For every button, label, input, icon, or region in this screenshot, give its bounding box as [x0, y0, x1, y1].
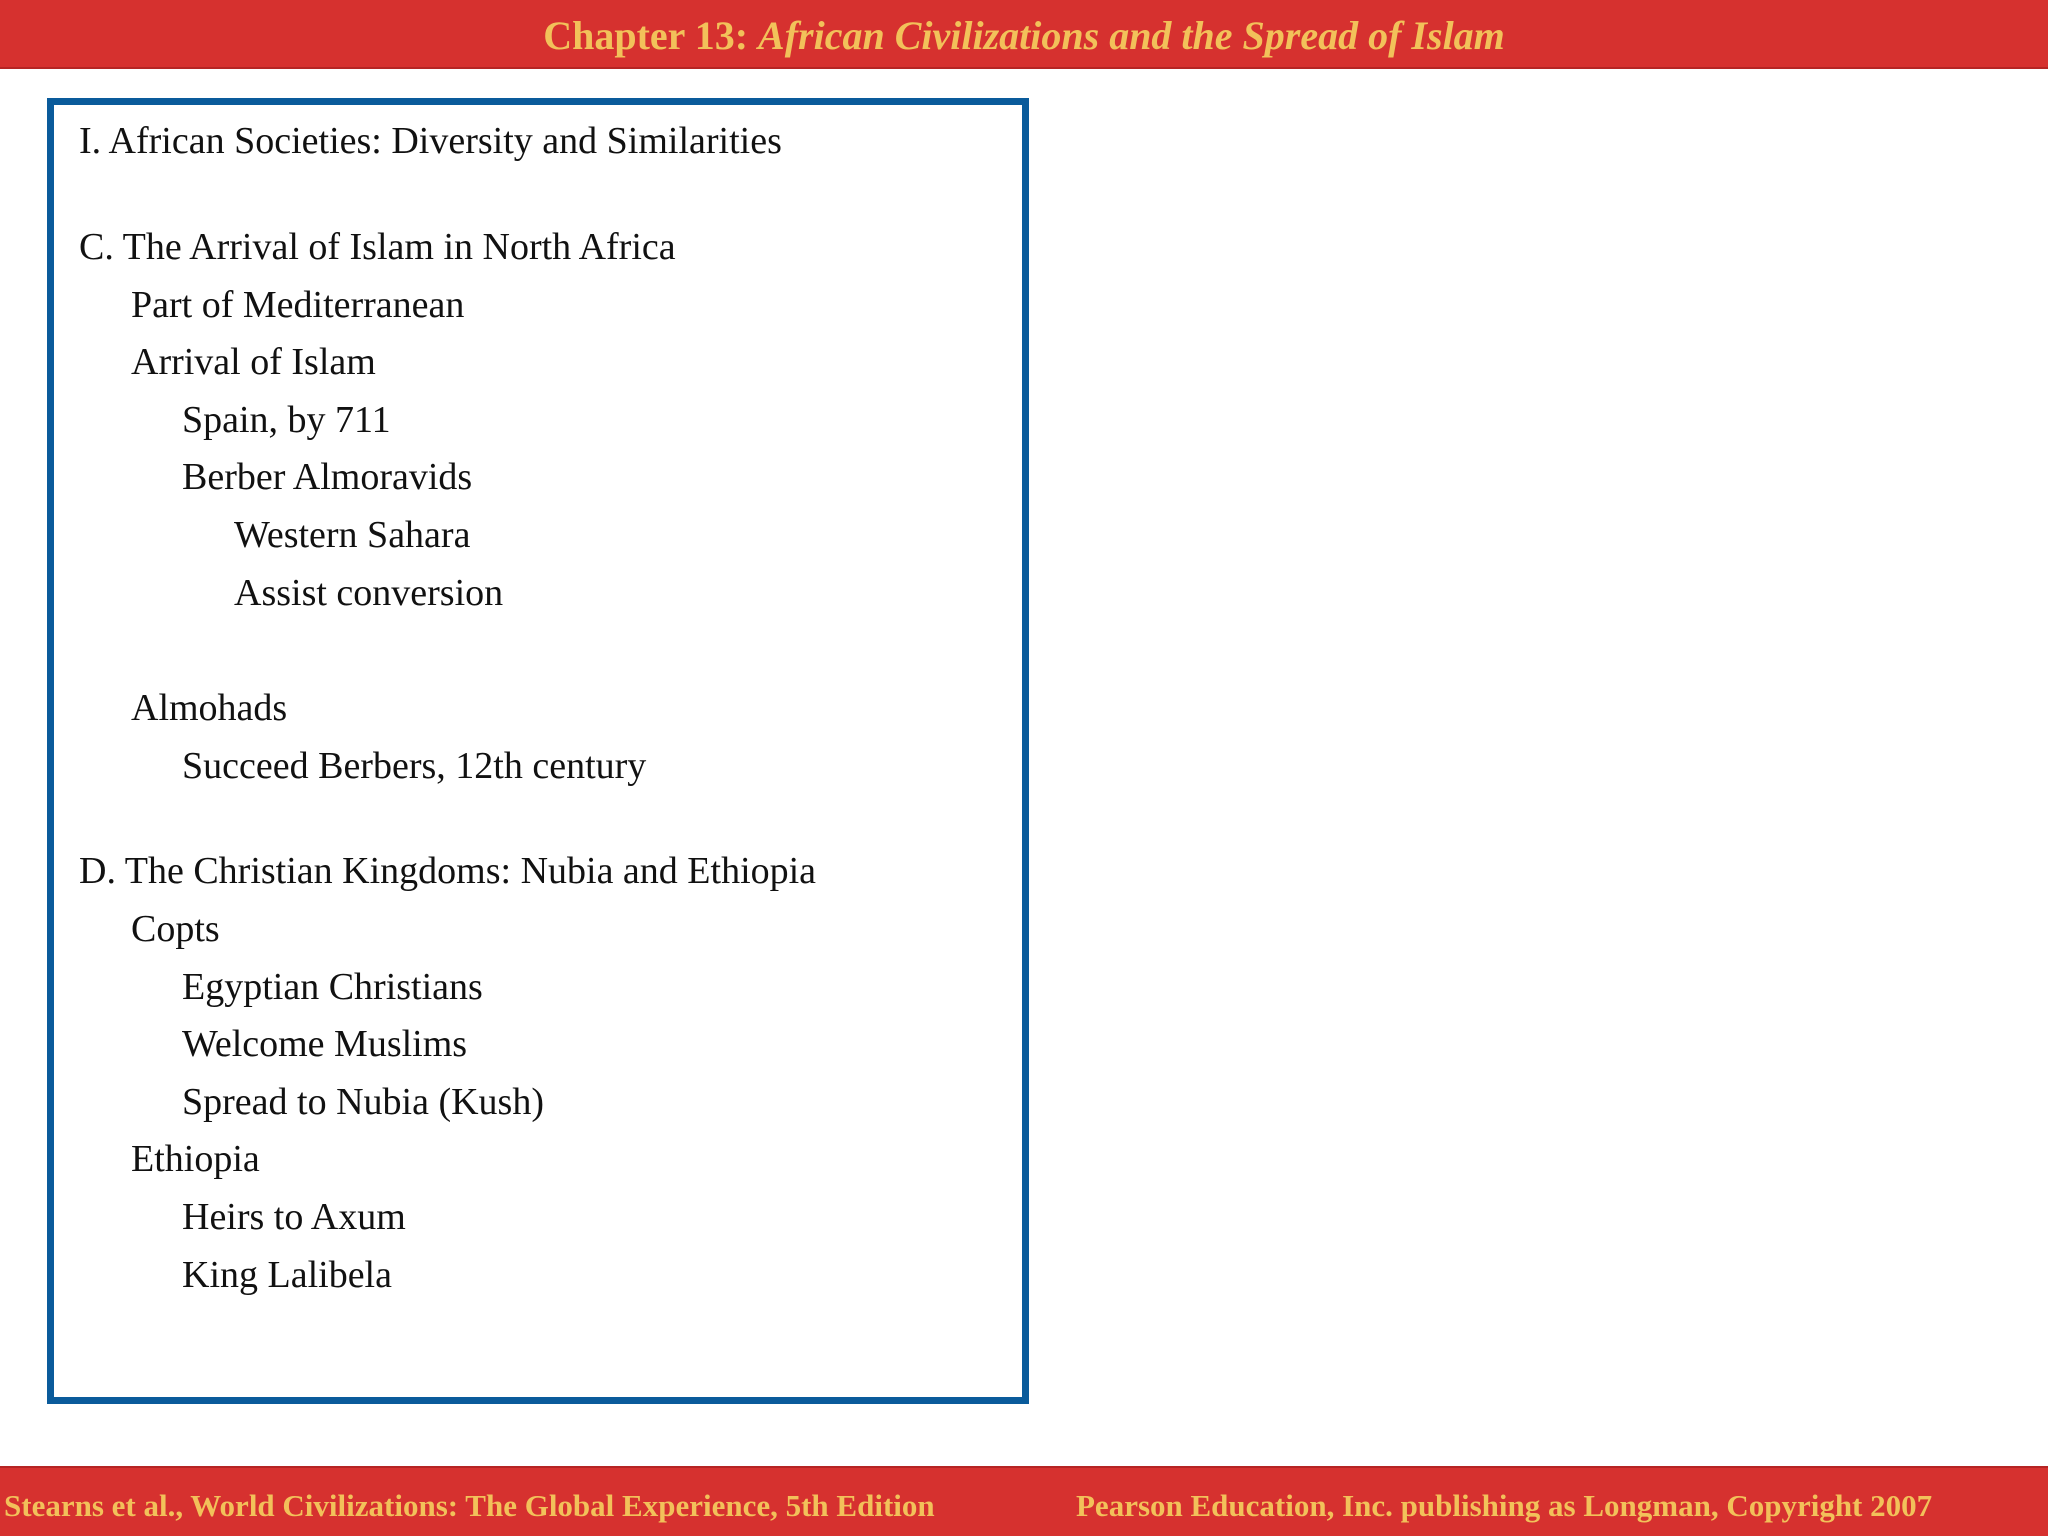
outline-item: Assist conversion [234, 572, 504, 614]
outline-box [47, 98, 1029, 1404]
outline-item: Copts [131, 908, 220, 950]
outline-item: Succeed Berbers, 12th century [182, 745, 647, 787]
outline-heading-i: I. African Societies: Diversity and Similarities [79, 120, 782, 162]
outline-item: Heirs to Axum [182, 1196, 406, 1238]
chapter-number: Chapter 13: [543, 13, 759, 58]
section-d-title: D. The Christian Kingdoms: Nubia and Ethiopia [79, 850, 817, 892]
textbook-credit: Stearns et al., World Civilizations: The Global Experience, 5th Edition [4, 1488, 935, 1523]
outline-item: Spain, by 711 [182, 399, 391, 441]
outline-item: Berber Almoravids [182, 456, 473, 498]
section-c-title: C. The Arrival of Islam in North Africa [79, 226, 676, 268]
chapter-subject: African Civilizations and the Spread of Islam [758, 13, 1505, 58]
outline-item: Egyptian Christians [182, 966, 483, 1008]
outline-item: Almohads [131, 687, 288, 729]
outline-item: Part of Mediterranean [131, 284, 465, 326]
outline-item: Welcome Muslims [182, 1023, 468, 1065]
outline-item: King Lalibela [182, 1254, 392, 1296]
outline-item: Spread to Nubia (Kush) [182, 1081, 544, 1123]
outline-item: Western Sahara [234, 514, 471, 556]
outline-item: Ethiopia [131, 1138, 260, 1180]
outline-item: Arrival of Islam [131, 341, 376, 383]
chapter-title-banner [0, 0, 2048, 69]
footer-banner [0, 1466, 2048, 1536]
publisher-copyright: Pearson Education, Inc. publishing as Longman, Copyright 2007 [1076, 1488, 1933, 1523]
